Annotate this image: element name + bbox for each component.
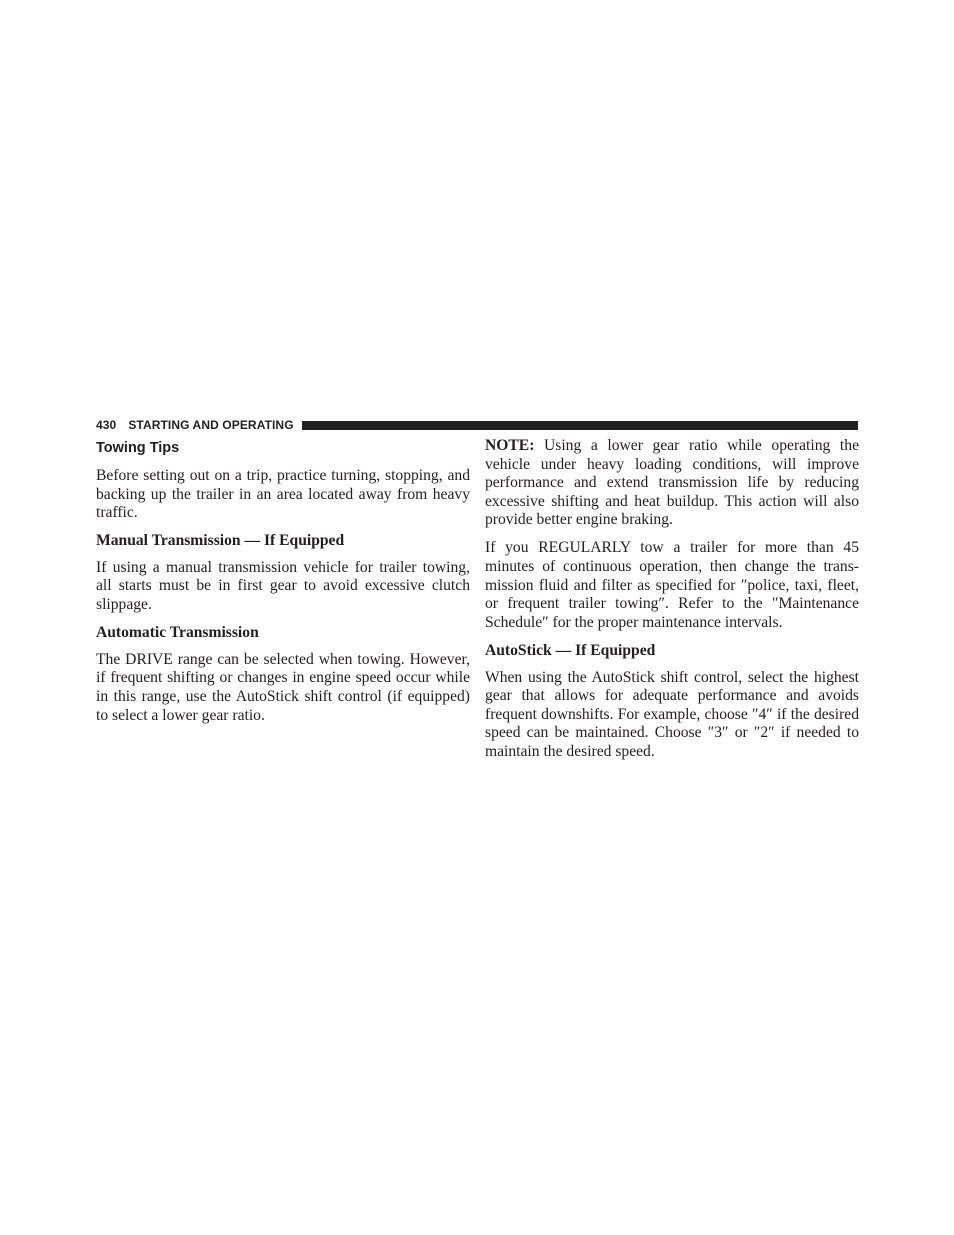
note-paragraph [485,437,859,530]
right-column [485,437,859,771]
page-header [96,417,858,433]
automatic-transmission-heading: Automatic Transmission [96,624,259,642]
header-rule [302,421,858,430]
manual-transmission-heading: Manual Transmission — If Equipped [96,532,345,550]
note-text: Using a lower gear ratio while operating the vehicle under heavy loading conditions, will improve performance and extend transmission life by reducing excessive shifting and heat buildup. This action will also provide better engine braking. [485,437,859,529]
autostick-heading: AutoStick — If Equipped [485,641,656,659]
section-title: STARTING AND OPERATING [128,418,294,432]
regular-towing-text: If you REGULARLY tow a trailer for more than 45 minutes of continuous operation, then change the transmission fluid and filter as specified for ″police, taxi, fleet, or frequent trailer towing″. Refer to the ″Maintenance Schedule″ for the proper maintenance intervals. [485,539,859,631]
automatic-transmission-text: The DRIVE range can be selected when towing. However, if frequent shifting or changes in engine speed occur while in this range, use the AutoStick shift control (if equipped) to select a lower gear ratio. [96,650,470,724]
towing-tips-intro: Before setting out on a trip, practice turning, stopping, and backing up the trailer in an area located away from heavy traffic. [96,467,470,522]
autostick-text: When using the AutoStick shift control, select the highest gear that allows for adequate performance and avoids frequent downshifts. For example, choose ″4″ if the desired speed can be maintained. Choose ″3″ or ″2″ if needed to maintain the desired speed. [485,668,859,760]
towing-tips-heading: Towing Tips [96,440,180,456]
note-label: NOTE: [485,437,535,454]
manual-transmission-text: If using a manual transmission vehicle for trailer towing, all starts must be in first gear to avoid excessive clutch slippage. [96,558,470,614]
page-number: 430 [96,418,117,432]
left-column [96,437,470,735]
